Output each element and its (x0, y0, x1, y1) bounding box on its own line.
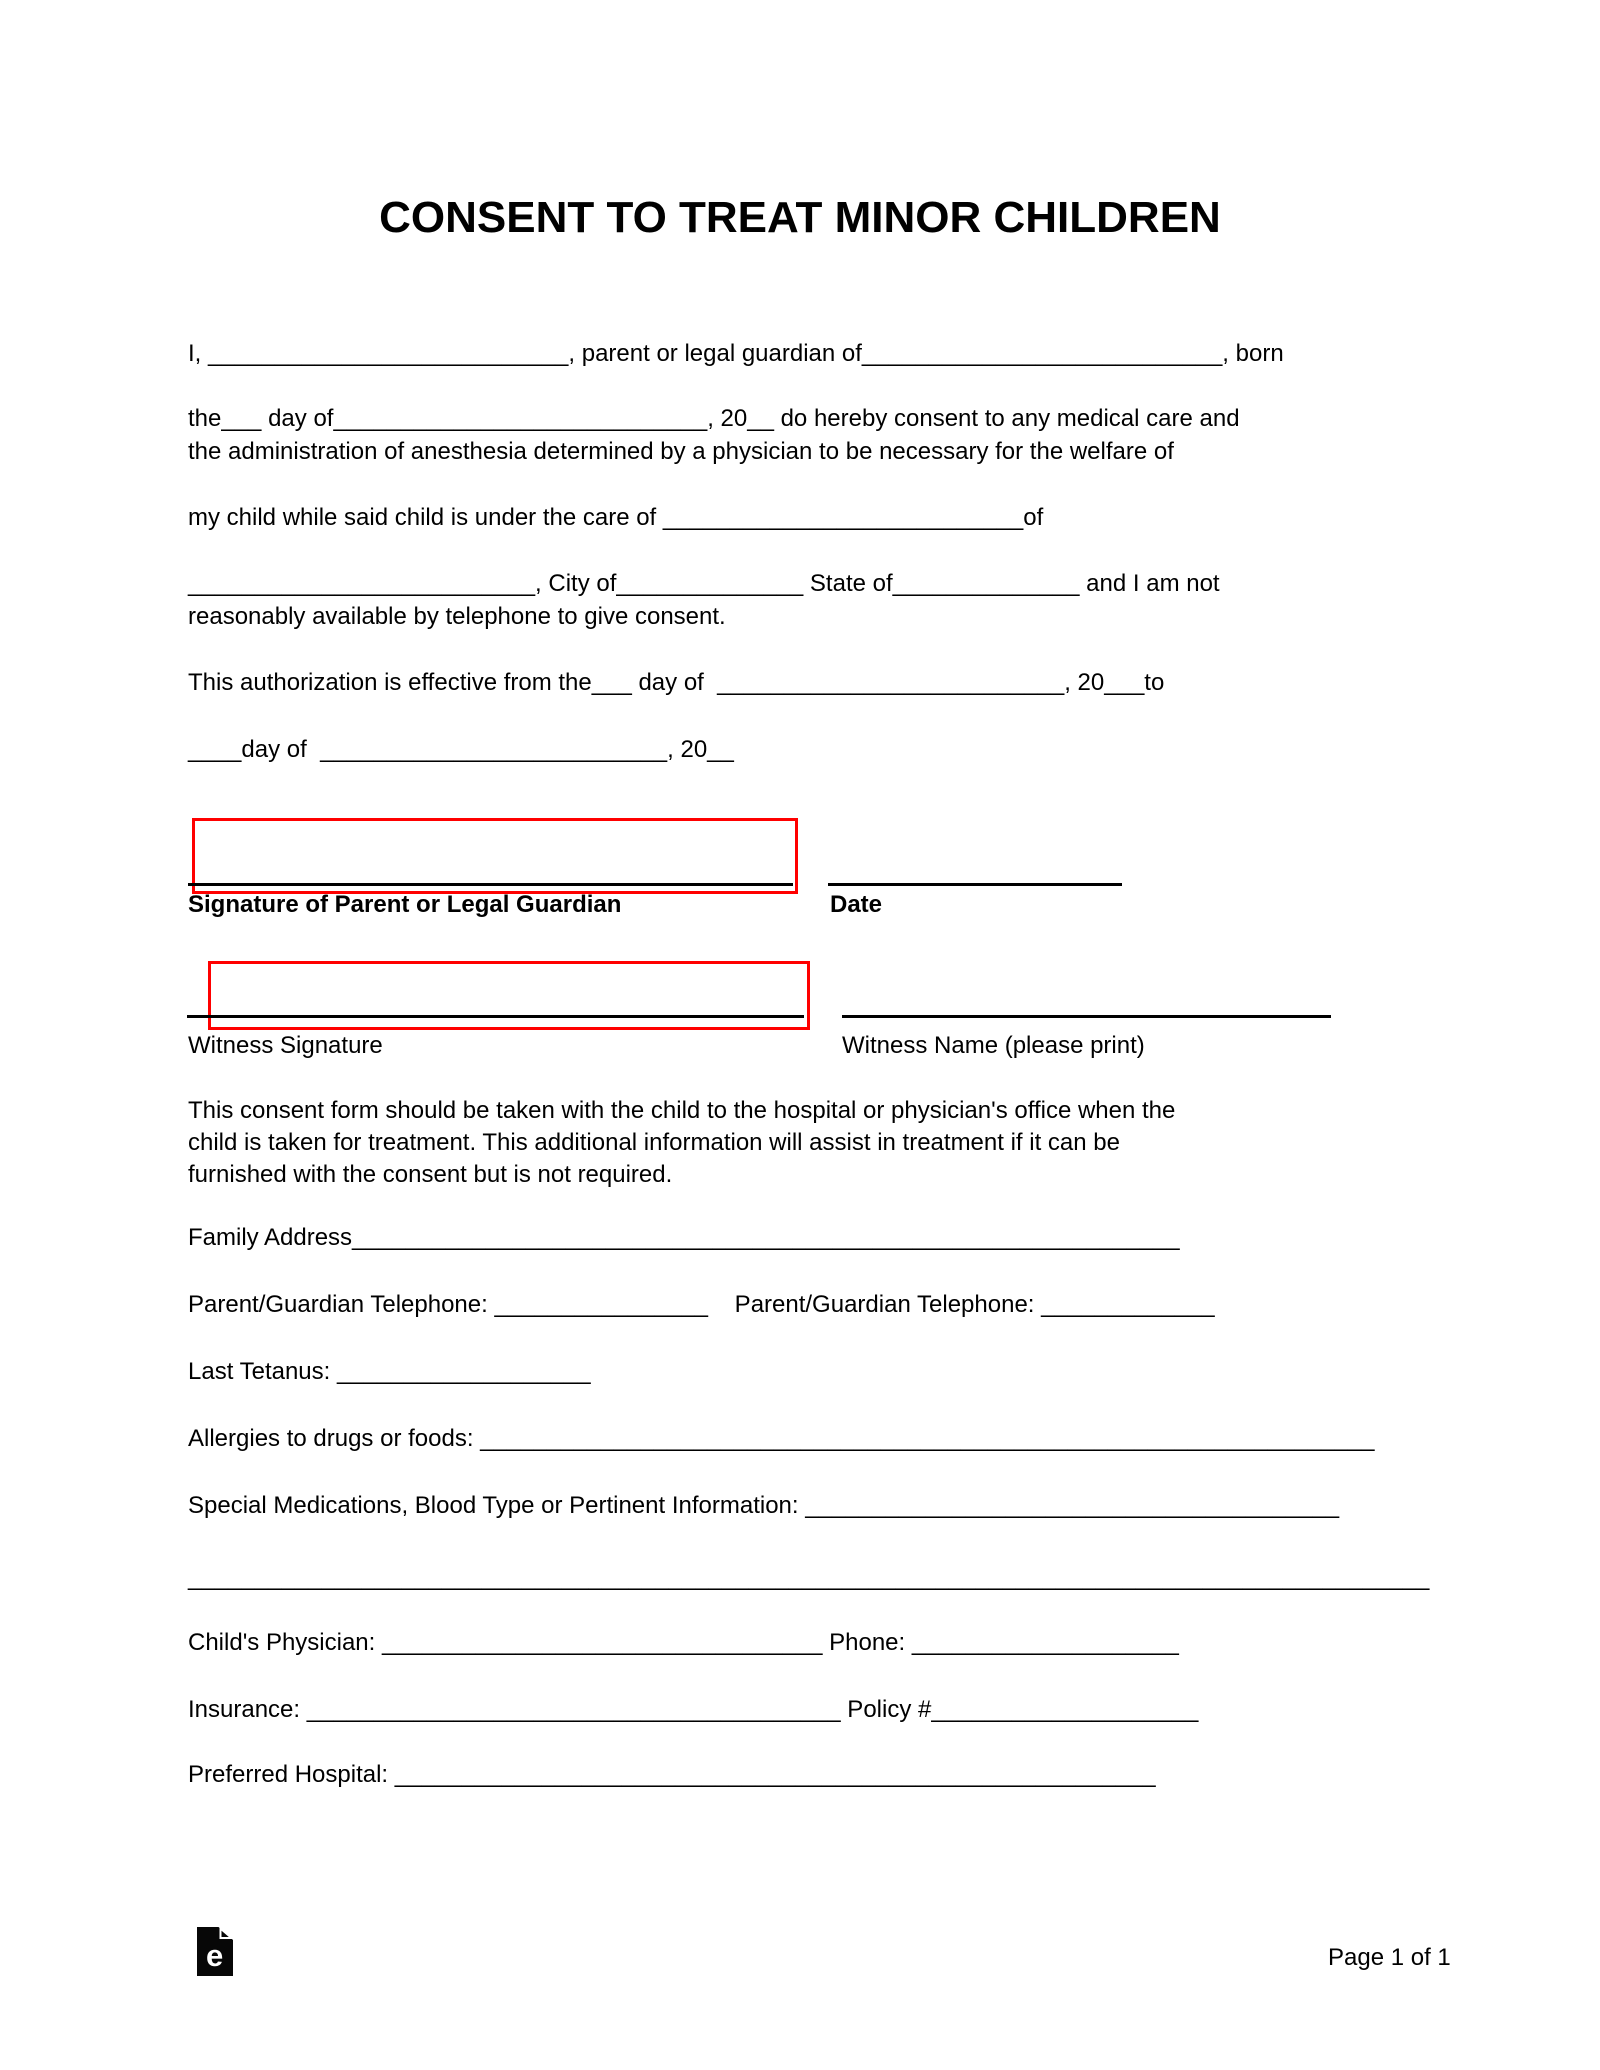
page-number: Page 1 of 1 (1328, 1944, 1451, 1971)
parent-signature-line (188, 883, 793, 886)
paragraph-city-state-line-1: __________________________, City of______________ State of______________ and I am not (188, 570, 1220, 597)
date-label: Date (830, 891, 883, 918)
insurance-policy-field: Insurance: ________________________________________ Policy #____________________ (188, 1696, 1199, 1723)
folded-corner (221, 1929, 232, 1939)
last-tetanus-field: Last Tetanus: ___________________ (188, 1358, 591, 1385)
note-line-2: child is taken for treatment. This additional information will assist in treatment if it can be (188, 1129, 1120, 1156)
allergies-field: Allergies to drugs or foods: ___________________________________________________________________ (188, 1425, 1375, 1452)
logo-letter: e (206, 1938, 224, 1973)
childs-physician-field: Child's Physician: _________________________________ Phone: ____________________ (188, 1629, 1179, 1656)
paragraph-effective-from: This authorization is effective from the___ day of __________________________, 20___to (188, 669, 1165, 696)
special-medications-continuation-line: _____________________________________________________________________________________________ (188, 1564, 1430, 1591)
preferred-hospital-field: Preferred Hospital: _________________________________________________________ (188, 1761, 1156, 1788)
paragraph-parent-guardian: I, ___________________________, parent or legal guardian of___________________________, born (188, 340, 1284, 367)
witness-name-line (842, 1015, 1331, 1018)
witness-signature-field[interactable] (208, 961, 810, 1030)
witness-name-label: Witness Name (please print) (842, 1032, 1145, 1059)
paragraph-consent-line-1: the___ day of____________________________, 20__ do hereby consent to any medical care and (188, 405, 1240, 432)
special-medications-field: Special Medications, Blood Type or Pertinent Information: ________________________________________ (188, 1492, 1340, 1519)
paragraph-city-state-line-2: reasonably available by telephone to give consent. (188, 603, 726, 630)
witness-signature-line (187, 1015, 804, 1018)
date-line (828, 883, 1122, 886)
paragraph-consent-line-2: the administration of anesthesia determined by a physician to be necessary for the welfare of (188, 438, 1174, 465)
guardian-telephone-fields: Parent/Guardian Telephone: ________________ Parent/Guardian Telephone: _____________ (188, 1291, 1215, 1318)
page-title: CONSENT TO TREAT MINOR CHILDREN (379, 193, 1221, 242)
note-line-1: This consent form should be taken with the child to the hospital or physician's office when the (188, 1097, 1176, 1124)
note-line-3: furnished with the consent but is not required. (188, 1161, 673, 1188)
eforms-document-icon (197, 1927, 233, 1976)
parent-signature-label: Signature of Parent or Legal Guardian (188, 891, 622, 918)
paragraph-effective-to: ____day of __________________________, 20__ (188, 736, 734, 763)
witness-signature-label: Witness Signature (188, 1032, 383, 1059)
paragraph-child-care: my child while said child is under the care of ___________________________of (188, 504, 1044, 531)
family-address-field: Family Address______________________________________________________________ (188, 1224, 1180, 1251)
